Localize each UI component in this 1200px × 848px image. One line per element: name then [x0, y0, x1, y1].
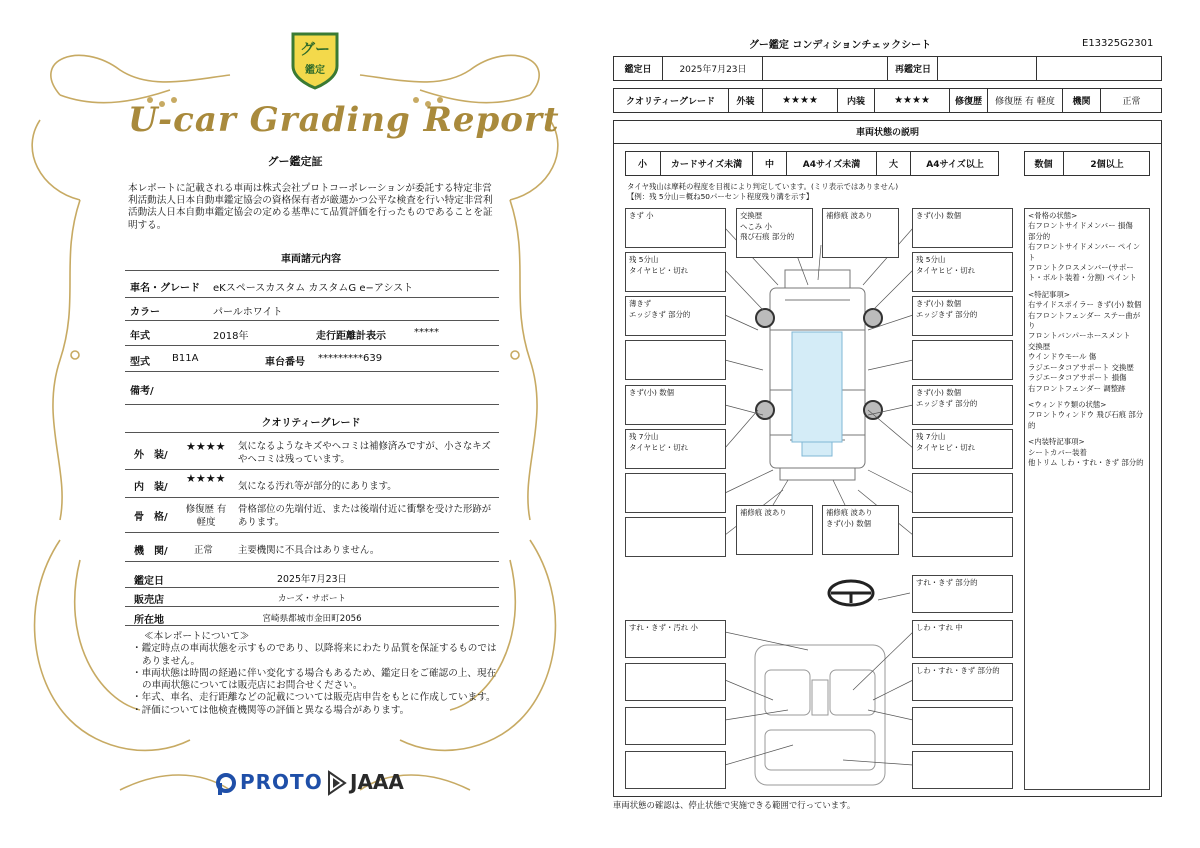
note-box-front-right: きず(小) 数個 [912, 208, 1013, 248]
remarks-label: 備考/ [130, 386, 154, 397]
repair-label: 修復歴 [950, 88, 988, 113]
notes-header: ≪本レポートについて≫ [144, 631, 250, 642]
redate-label: 再鑑定日 [894, 65, 931, 75]
side-note-line: 部分的 [1028, 231, 1051, 241]
tire-note: タイヤ残山は摩耗の程度を目視により判定しています。(ミリ表示ではありません) [627, 182, 899, 191]
name-label: 車名・グレード [130, 283, 200, 294]
note-item: ・車両状態は時間の経過に伴い変化する場合もあるため、鑑定日をご確認の上、現在の車両状態については販売店にお問合せください。 [132, 667, 497, 692]
badge-top-text: グー [299, 40, 330, 58]
year-value: 2018年 [213, 331, 249, 342]
frame-value: 修復歴 有 軽度 [185, 504, 227, 528]
address-label: 所在地 [134, 615, 164, 626]
side-note-line: ウインドウモール 傷 [1028, 352, 1097, 362]
side-note-line: フロントウィンドウ 飛び石痕 部分的 [1028, 410, 1144, 430]
note-box-tire-rear-right: 残 7分山 タイヤヒビ・切れ [912, 429, 1013, 469]
side-note-line: 右フロントサイドメンバー ペイント [1028, 242, 1141, 262]
note-box-empty [625, 707, 726, 745]
note-box-empty [625, 663, 726, 701]
engine-text: 主要機関に不具合はありません。 [238, 545, 380, 556]
chassis-label: 車台番号 [265, 357, 305, 368]
note-box-right-front-door: きず(小) 数個 エッジきず 部分的 [912, 296, 1013, 336]
color-label: カラー [130, 307, 160, 318]
mileage-value: ***** [414, 327, 439, 338]
engine-label: 機関 [1063, 88, 1101, 113]
count-value: 2個以上 [1090, 160, 1124, 170]
note-box-interior-right: しわ・すれ・きず 部分的 [912, 663, 1013, 701]
certificate-title: U-car Grading Report [128, 100, 560, 140]
note-box-rear-center: 補修痕 波あり [736, 505, 813, 555]
date-value: 2025年7月23日 [277, 574, 347, 585]
side-note-line: 右フロントフェンダー ステー曲がり [1028, 310, 1141, 331]
side-note-line: シートカバー装着 [1028, 447, 1087, 457]
note-box-right-rear-door: きず(小) 数個 エッジきず 部分的 [912, 385, 1013, 425]
side-note-line: 右フロントサイドメンバー 損傷 [1028, 221, 1133, 231]
interior-stars: ★★★★ [186, 472, 226, 485]
note-item: ・鑑定時点の車両状態を示すものであり、以降将来にわたり品質を保証するものではありません。 [132, 643, 497, 667]
note-item: ・年式、車名、走行距離などの記載については販売店申告をもとに作成しています。 [132, 692, 496, 704]
proto-logo-text: PROTO [240, 770, 323, 794]
side-note-line: <ウィンドウ類の状態> [1028, 399, 1107, 409]
shop-label: 販売店 [134, 595, 164, 606]
note-box-empty [912, 707, 1013, 745]
side-note-line: 他トリム しわ・すれ・きず 部分的 [1028, 457, 1144, 467]
engine-value: 正常 [1122, 97, 1141, 107]
side-note-line: ラジエータコアサポート 損傷 [1028, 373, 1127, 383]
note-box-interior-front-right: しわ・すれ 中 [912, 620, 1013, 658]
note-box-front-center: 交換歴 へこみ 小 飛び石痕 部分的 [736, 208, 813, 258]
side-note-line: 交換歴 [1028, 341, 1051, 351]
repair-value: 修復歴 有 軽度 [988, 88, 1063, 113]
side-note-line: 右サイドスポイラー きず(小) 数個 [1028, 300, 1142, 310]
engine-value: 正常 [194, 545, 213, 556]
section-title: 車両状態の説明 [613, 120, 1162, 144]
certificate-intro: 本レポートに記載される車両は株式会社プロトコーポレーションが委託する特定非営利活動法人日本自動車鑑定協会の資格保有者が厳選かつ公平な検査を行い特定非営利活動法人日本自動車鑑定協会の定める基準にて品質評価を行ったものであることを証明する。 [128, 183, 493, 231]
badge-bottom-text: 鑑定 [305, 65, 325, 76]
size-large-label: 大 [877, 151, 911, 176]
date-value: 2025年7月23日 [679, 65, 747, 75]
sheet-footer: 車両状態の確認は、停止状態で実施できる範囲で行っています。 [613, 800, 856, 810]
tire-example: 【例：残 5分山＝概ね50パーセント程度残り溝を示す】 [627, 192, 814, 201]
size-large-desc: A4サイズ以上 [926, 160, 984, 170]
grade-header: クオリティーグレード [261, 418, 361, 429]
side-note-line: 右フロントフェンダー 調整跡 [1028, 383, 1126, 393]
exterior-stars: ★★★★ [186, 440, 226, 453]
size-medium-label: 中 [753, 151, 787, 176]
count-label: 数個 [1024, 151, 1064, 176]
shop-value: カーズ・サポート [277, 594, 347, 604]
interior-stars: ★★★★ [875, 88, 950, 113]
side-note-line: <特記事項> [1028, 289, 1070, 299]
note-box-empty [912, 473, 1013, 513]
engine-label: 機 関/ [134, 546, 168, 557]
note-box-rear-right-center: 補修痕 波あり きず(小) 数個 [822, 505, 899, 555]
sheet-title: グー鑑定 コンディションチェックシート [748, 40, 932, 51]
address-value: 宮崎県都城市金田町2056 [262, 614, 362, 624]
note-box-empty [912, 517, 1013, 557]
side-note-line: ラジエータコアサポート 交換歴 [1028, 362, 1134, 372]
note-box-empty [625, 751, 726, 789]
note-box-empty [625, 340, 726, 380]
certificate-subtitle: グー鑑定証 [267, 155, 323, 168]
size-small-desc: カードサイズ未満 [661, 151, 753, 176]
chassis-value: *********639 [318, 353, 383, 364]
quality-grade-label: クオリティーグレード [613, 88, 729, 113]
note-item: ・評価については他検査機関等の評価と異なる場合があります。 [132, 704, 410, 716]
jaaa-logo-text: JAAA [350, 770, 404, 794]
interior-label: 内装 [838, 88, 875, 113]
year-label: 年式 [130, 331, 150, 342]
color-value: パールホワイト [213, 307, 283, 318]
side-notes-panel [1024, 208, 1150, 790]
model-value: B11A [172, 353, 199, 364]
exterior-label: 外装 [729, 88, 763, 113]
note-box-front-right-center: 補修痕 波あり [822, 208, 899, 258]
note-box-front-left: きず 小 [625, 208, 726, 248]
note-box-left-rear-door: きず(小) 数個 [625, 385, 726, 425]
side-note-line: <骨格の状態> [1028, 211, 1078, 220]
interior-label: 内 装/ [134, 482, 168, 493]
interior-text: 気になる汚れ等が部分的にあります。 [238, 481, 397, 492]
date-label: 鑑定日 [624, 65, 652, 75]
note-box-empty [625, 517, 726, 557]
frame-label: 骨 格/ [134, 512, 168, 523]
size-medium-desc: A4サイズ未満 [787, 151, 877, 176]
sheet-id: E13325G2301 [1082, 38, 1154, 49]
side-note-line: フロントクロスメンバー(サポート・ボルト装着・分割) ペイント [1028, 263, 1137, 283]
note-box-empty [912, 751, 1013, 789]
name-value: eKスペースカスタム カスタムG e−アシスト [213, 283, 414, 294]
note-box-steering: すれ・きず 部分的 [912, 575, 1013, 613]
size-small-label: 小 [625, 151, 661, 176]
note-box-empty [912, 340, 1013, 380]
date-label: 鑑定日 [134, 576, 164, 587]
exterior-stars: ★★★★ [763, 88, 838, 113]
note-box-tire-front-left: 残 5分山 タイヤヒビ・切れ [625, 252, 726, 292]
model-label: 型式 [130, 357, 150, 368]
spec-header: 車両諸元内容 [281, 254, 341, 265]
note-box-interior-front-left: すれ・きず・汚れ 小 [625, 620, 726, 658]
frame-text: 骨格部位の先端付近、または後端付近に衝撃を受けた形跡があります。 [238, 504, 492, 528]
exterior-label: 外 装/ [134, 450, 168, 461]
note-box-empty [625, 473, 726, 513]
side-note-line: フロントバンパーホースメント [1028, 331, 1131, 341]
note-box-left-front-door: 薄きず エッジきず 部分的 [625, 296, 726, 336]
exterior-text: 気になるようなキズやヘコミは補修済みですが、小さなキズやヘコミは残っています。 [238, 441, 491, 465]
note-box-tire-rear-left: 残 7分山 タイヤヒビ・切れ [625, 429, 726, 469]
note-box-tire-front-right: 残 5分山 タイヤヒビ・切れ [912, 252, 1013, 292]
mileage-label: 走行距離計表示 [316, 331, 386, 342]
side-note-line: <内装特記事項> [1028, 437, 1085, 447]
